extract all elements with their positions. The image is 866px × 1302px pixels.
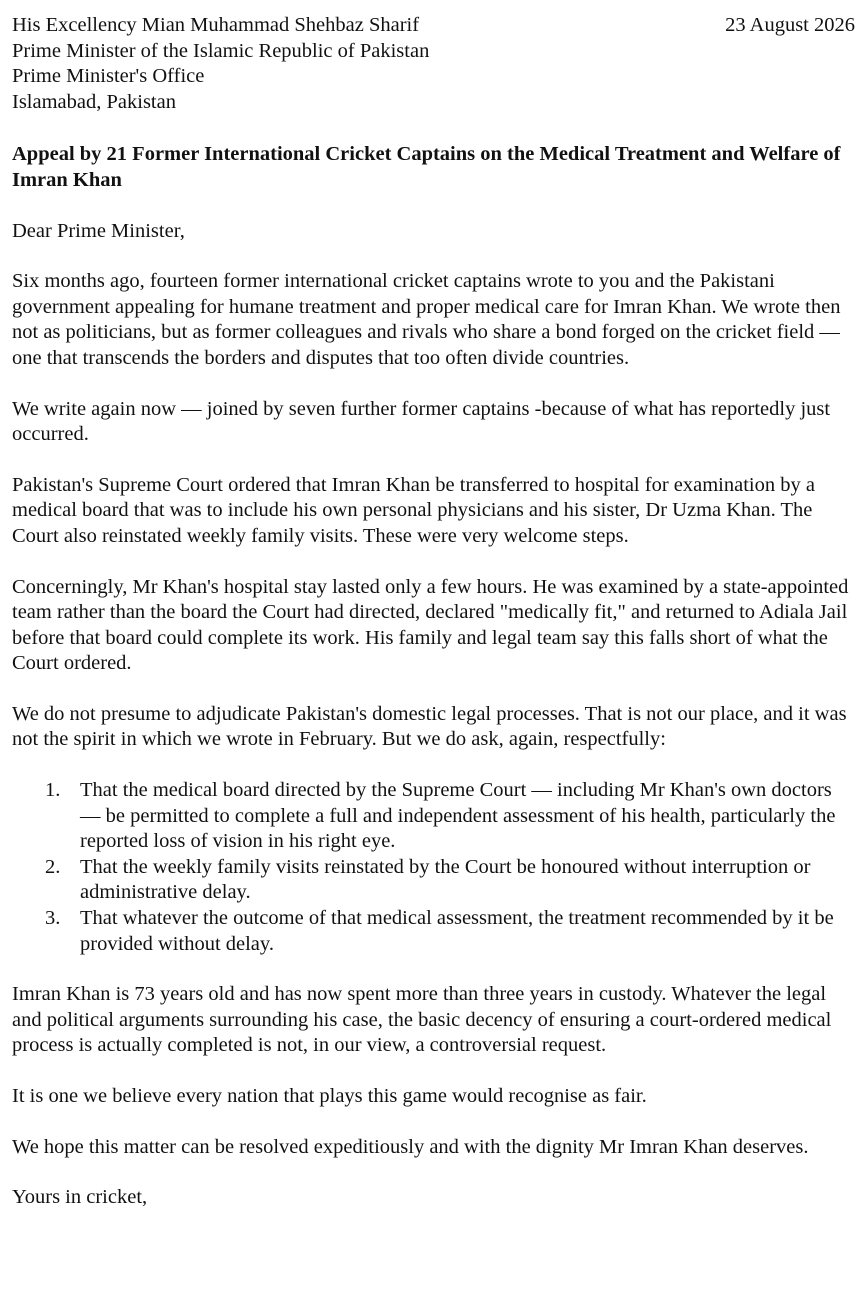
list-item-number: 3.: [45, 907, 61, 930]
body-paragraph: Six months ago, fourteen former international cricket captains wrote to you and the Pakistani government appealing for humane treatment and proper medical care for Imran Khan. We wrote then not as politicians, but as former colleagues and rivals who share a bond forged on the cricket field — one that transcends the borders and disputes that too often divide countries.: [12, 270, 841, 369]
list-item: [12, 906, 854, 957]
list-item-text: That the weekly family visits reinstated by the Court be honoured without interruption or administrative delay.: [80, 855, 811, 904]
list-item: [12, 778, 854, 855]
list-item: [12, 855, 854, 906]
body-paragraph: Imran Khan is 73 years old and has now spent more than three years in custody. Whatever the legal and political arguments surrounding his case, the basic decency of ensuring a court-ordered medical process is actually completed is not, in our view, a controversial request.: [12, 983, 832, 1057]
letter-date: 23 August 2026: [725, 14, 855, 36]
recipient-office: Prime Minister's Office: [12, 65, 205, 88]
closing: Yours in cricket,: [12, 1186, 148, 1209]
body-paragraph: It is one we believe every nation that plays this game would recognise as fair.: [12, 1085, 647, 1107]
letter-header: [12, 13, 854, 115]
recipient-title: Prime Minister of the Islamic Republic of Pakistan: [12, 39, 430, 62]
list-item-number: 1.: [45, 779, 61, 802]
list-item-text: That the medical board directed by the Supreme Court — including Mr Khan's own doctors — be permitted to complete a full and independent assessment of his health, particularly the reported loss of vision in his right eye.: [80, 779, 836, 853]
body-paragraph: Pakistan's Supreme Court ordered that Imran Khan be transferred to hospital for examination by a medical board that was to include his own personal physicians and his sister, Dr Uzma Khan. The Court also reinstated weekly family visits. These were very welcome steps.: [12, 473, 815, 547]
recipient-location: Islamabad, Pakistan: [12, 90, 176, 113]
body-paragraph: We write again now — joined by seven further former captains -because of what has reportedly just occurred.: [12, 397, 831, 446]
body-paragraph: We do not presume to adjudicate Pakistan's domestic legal processes. That is not our place, and it was not the spirit in which we wrote in February. But we do ask, again, respectfully:: [12, 702, 847, 751]
list-item-text: That whatever the outcome of that medical assessment, the treatment recommended by it be provided without delay.: [80, 907, 834, 955]
salutation: Dear Prime Minister,: [12, 219, 185, 242]
body-paragraph: Concerningly, Mr Khan's hospital stay lasted only a few hours. He was examined by a state-appointed team rather than the board the Court had directed, declared "medically fit," and returned to Adiala Jail before that board could complete its work. His family and legal team say this falls short of what the Court ordered.: [12, 575, 849, 675]
body-paragraph: We hope this matter can be resolved expeditiously and with the dignity Mr Imran Khan deserves.: [12, 1135, 809, 1158]
list-item-number: 2.: [45, 855, 61, 878]
letter-page: [12, 13, 854, 1211]
requests-list: [12, 778, 854, 957]
recipient-name: His Excellency Mian Muhammad Shehbaz Sharif: [12, 14, 420, 36]
letter-subject: Appeal by 21 Former International Cricket Captains on the Medical Treatment and Welfare of Imran Khan: [12, 143, 841, 191]
